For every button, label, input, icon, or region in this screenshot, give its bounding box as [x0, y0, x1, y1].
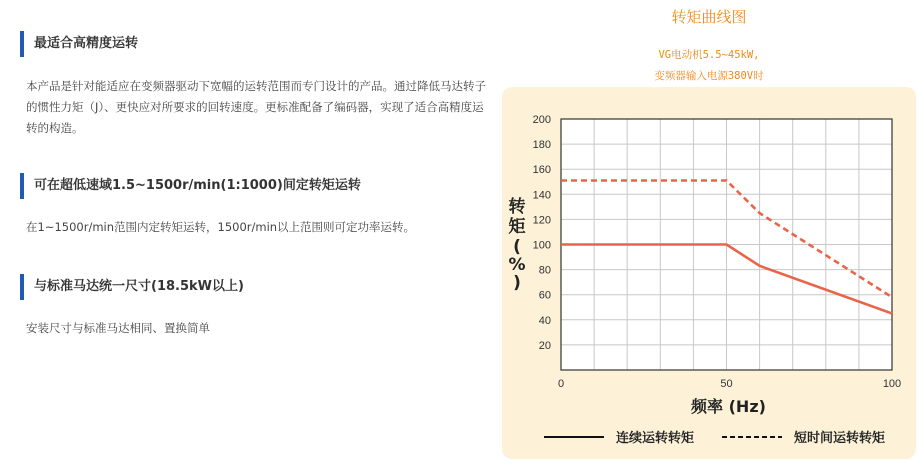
y-tick-label: 100 [532, 239, 551, 252]
y-tick-label: 80 [538, 264, 551, 277]
chart-subtitle-line2: 变频器输入电源380V时 [654, 70, 764, 82]
feature-body-1: 本产品是针对能适应在变频器驱动下宽幅的运转范围而专门设计的产品。通过降低马达转子的惯性力矩（J）、更快应对所要求的回转速度。更标准配备了编码器，实现了适合高精度运转的构造。 [26, 79, 486, 135]
y-tick-label: 180 [532, 139, 551, 152]
y-tick-label: 120 [532, 214, 551, 227]
torque-chart [500, 0, 918, 474]
legend-label: 短时间运转转矩 [794, 431, 886, 446]
y-tick-label: 200 [532, 114, 551, 126]
feature-title-3: 与标准马达统一尺寸(18.5kW以上) [20, 274, 244, 300]
y-tick-label: 60 [538, 289, 551, 302]
y-tick-label: 140 [532, 189, 551, 202]
y-tick-label: 20 [538, 339, 551, 352]
x-tick-label: 50 [720, 378, 733, 390]
x-axis-label: 频率 (Hz) [691, 397, 766, 416]
x-tick-label: 100 [882, 378, 902, 390]
feature-body-2: 在1~1500r/min范围内定转矩运转，1500r/min以上范围则可定功率运转。 [26, 220, 416, 234]
y-axis-label-char: 矩 [508, 217, 526, 237]
y-tick-label: 40 [538, 314, 551, 327]
y-axis-label-char: 转 [508, 197, 526, 217]
torque-chart-section [500, 0, 918, 474]
y-tick-label: 160 [532, 164, 551, 177]
chart-title: 转矩曲线图 [671, 8, 747, 26]
chart-subtitle-line1: VG电动机5.5~45kW, [658, 49, 760, 61]
legend-label: 连续运转转矩 [616, 431, 695, 446]
feature-title-1: 最适合高精度运转 [20, 31, 138, 57]
y-axis-label-char: ) [513, 273, 521, 293]
feature-body-3: 安装尺寸与标准马达相同、置换简单 [26, 321, 210, 335]
x-tick-label: 0 [557, 378, 565, 390]
feature-title-2: 可在超低速域1.5~1500r/min(1:1000)间定转矩运转 [20, 173, 361, 199]
y-axis-label-char: ( [513, 237, 521, 257]
y-axis-label-char: % [508, 255, 526, 275]
